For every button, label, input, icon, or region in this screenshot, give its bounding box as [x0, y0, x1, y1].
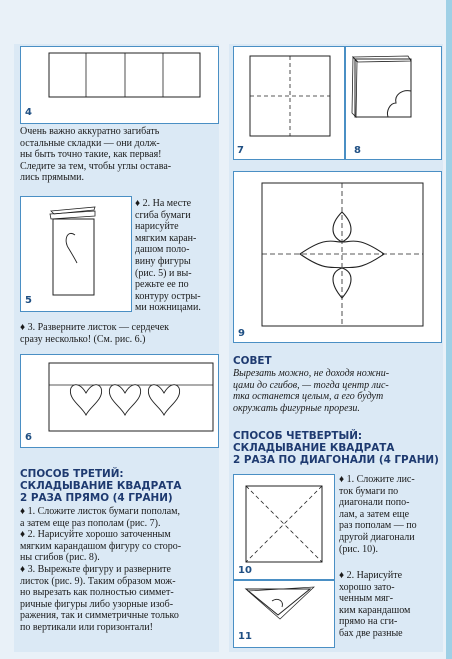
figure-5-number: 5	[25, 295, 32, 306]
method4-step2-line: прямо на сги-	[339, 616, 398, 628]
method4-step2	[339, 570, 443, 640]
figure-7-number: 7	[237, 145, 244, 156]
method4-title-line: СКЛАДЫВАНИЕ КВАДРАТА	[233, 442, 395, 454]
advice-line: Вырезать можно, не доходя ножни-	[233, 368, 390, 379]
figure-4	[20, 46, 219, 124]
figure-8-drawing	[346, 47, 441, 159]
method4-title	[233, 430, 439, 466]
method3-line: а затем еще раз пополам (рис. 7).	[20, 517, 161, 529]
figure-7	[233, 46, 345, 160]
step2-line: мягким каран-	[135, 232, 197, 244]
figure-10-drawing	[234, 475, 334, 579]
step2-line: ми ножницами.	[135, 302, 201, 314]
advice-title: СОВЕТ	[233, 355, 272, 367]
step2-line: нарисуйте	[135, 221, 179, 233]
figure-5	[20, 196, 132, 312]
heart-cutout	[70, 385, 101, 415]
method4-step2-line: ченным мяг-	[339, 593, 394, 605]
method3-line: ричные фигуры либо узорные изоб-	[20, 598, 174, 610]
figure-6-drawing	[21, 355, 218, 447]
method4-title-line: СПОСОБ ЧЕТВЕРТЫЙ:	[233, 430, 363, 442]
intro-line: ны быть точно такие, как первая!	[20, 149, 162, 161]
method3-line: но вырезать как полностью симмет-	[20, 587, 174, 599]
step2-line: вину фигуры	[135, 255, 191, 267]
method4-step1-line: другой диагонали	[339, 531, 415, 543]
step3-line: ♦ 3. Разверните листок — сердечек	[20, 322, 170, 333]
method4-step2-line: бах две разные	[339, 627, 403, 639]
figure-8-number: 8	[354, 145, 361, 156]
figure-5-drawing	[21, 197, 131, 311]
advice-line: цами до сгибов, — тогда центр лис-	[233, 379, 389, 391]
method3-line: ражения, так и симметричные только	[20, 610, 179, 622]
method3-line: ♦ 2. Нарисуйте хорошо заточенным	[20, 529, 171, 541]
step2-paragraph	[135, 198, 219, 314]
method3-line: ♦ 3. Вырежьте фигуру и разверните	[20, 563, 171, 575]
method4-step1-line: диагонали попо-	[339, 497, 410, 509]
method3-title-line: 2 РАЗА ПРЯМО (4 ГРАНИ)	[20, 492, 173, 504]
method4-step1-line: ток бумаги по	[339, 485, 399, 497]
figure-8	[345, 46, 442, 160]
method3-body	[20, 506, 220, 634]
method3-line: ♦ 1. Сложите листок бумаги пополам,	[20, 506, 181, 517]
figure-6-number: 6	[25, 432, 32, 443]
step2-line: контуру остры-	[135, 290, 201, 302]
advice-line: окружать фигурные прорези.	[233, 402, 360, 414]
figure-7-drawing	[234, 47, 344, 159]
method3-title	[20, 468, 181, 504]
page-edge-stripe	[446, 0, 452, 659]
heart-cutout	[148, 385, 179, 415]
advice-line: тка останется целым, а его будут	[233, 391, 384, 403]
step3-line: сразу несколько! (См. рис. 6.)	[20, 333, 146, 345]
intro-paragraph	[20, 126, 220, 184]
figure-11	[233, 580, 335, 648]
method4-step2-line: ♦ 2. Нарисуйте	[339, 570, 403, 581]
figure-4-drawing	[21, 47, 218, 123]
figure-9-drawing	[234, 172, 441, 342]
method3-line: мягким карандашом фигуру со сторо-	[20, 540, 182, 552]
method4-step1-line: ♦ 1. Сложите лис-	[339, 474, 415, 485]
heart-cutout	[109, 385, 140, 415]
figure-11-number: 11	[238, 631, 252, 642]
figure-9-number: 9	[238, 328, 245, 339]
method3-title-line: СКЛАДЫВАНИЕ КВАДРАТА	[20, 480, 182, 492]
method3-line: ны сгибов (рис. 8).	[20, 552, 100, 564]
figure-6	[20, 354, 219, 448]
intro-line: остальные складки — они долж-	[20, 137, 160, 149]
step2-line: режьте ее по	[135, 279, 189, 291]
figure-4-number: 4	[25, 107, 32, 118]
step3-paragraph	[20, 322, 220, 345]
figure-9	[233, 171, 442, 343]
intro-line: Очень важно аккуратно загибать	[20, 126, 160, 137]
figure-10-number: 10	[238, 565, 252, 576]
step2-line: (рис. 5) и вы-	[135, 267, 192, 279]
advice-body	[233, 368, 443, 414]
method4-step1-line: (рис. 10).	[339, 543, 378, 555]
method4-step1-line: лам, а затем еще	[339, 508, 410, 520]
method3-title-line: СПОСОБ ТРЕТИЙ:	[20, 468, 124, 480]
method3-line: по вертикали или горизонтали!	[20, 621, 153, 633]
method4-step2-line: хорошо зато-	[339, 581, 395, 593]
method3-line: листок (рис. 9). Таким образом мож-	[20, 575, 176, 587]
figure-10	[233, 474, 335, 580]
method4-step2-line: ким карандашом	[339, 604, 411, 616]
method4-step1	[339, 474, 443, 555]
step2-line: сгиба бумаги	[135, 209, 191, 221]
intro-line: лись прямыми.	[20, 172, 85, 184]
method4-title-line: 2 РАЗА ПО ДИАГОНАЛИ (4 ГРАНИ)	[233, 454, 439, 466]
intro-line: Следите за тем, чтобы углы остава-	[20, 160, 172, 172]
step2-line: дашом поло-	[135, 244, 190, 256]
method4-step1-line: раз пополам — по	[339, 520, 417, 532]
step2-line: ♦ 2. На месте	[135, 198, 192, 209]
